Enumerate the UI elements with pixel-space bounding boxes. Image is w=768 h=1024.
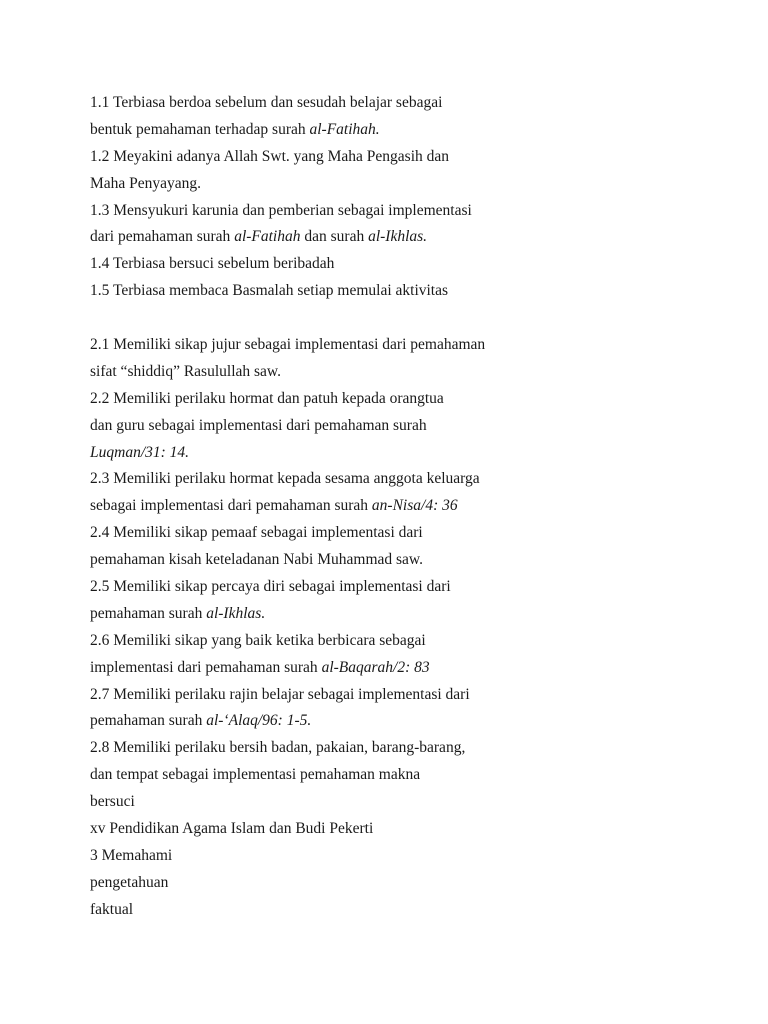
italic-text: Luqman/31: 14. <box>90 443 190 461</box>
line-text: 2.2 Memiliki perilaku hormat dan patuh kepada orangtua <box>90 389 444 407</box>
text-line <box>90 413 730 440</box>
text-line <box>90 762 730 789</box>
line-text: 1.2 Meyakini adanya Allah Swt. yang Maha Pengasih dan <box>90 147 450 165</box>
text-line <box>90 708 730 735</box>
text-line <box>90 440 730 467</box>
text-line <box>90 628 730 655</box>
text-line <box>90 251 730 278</box>
line-text: bersuci <box>90 793 135 811</box>
text-line <box>90 386 730 413</box>
line-text: 2.7 Memiliki perilaku rajin belajar sebagai implementasi dari <box>90 685 470 703</box>
text-line <box>90 870 730 897</box>
italic-text: an-Nisa/4: 36 <box>371 497 458 515</box>
text-line <box>90 90 730 117</box>
text-line <box>90 224 730 251</box>
line-text: Maha Penyayang. <box>90 174 202 192</box>
text-line <box>90 789 730 816</box>
italic-text: al-Fatihah. <box>309 120 380 138</box>
line-text: 2.6 Memiliki sikap yang baik ketika berbicara sebagai <box>90 631 426 649</box>
text-line <box>90 547 730 574</box>
line-text: 2.5 Memiliki sikap percaya diri sebagai implementasi dari <box>90 578 451 596</box>
text-line <box>90 601 730 628</box>
text-line <box>90 843 730 870</box>
line-text: 1.1 Terbiasa berdoa sebelum dan sesudah belajar sebagai <box>90 94 443 111</box>
line-text: 2.1 Memiliki sikap jujur sebagai implementasi dari pemahaman <box>90 336 486 354</box>
text-line <box>90 816 730 843</box>
line-text: pemahaman kisah keteladanan Nabi Muhammad saw. <box>90 551 423 569</box>
line-text: sebagai implementasi dari pemahaman surah <box>90 497 372 515</box>
line-text: 2.3 Memiliki perilaku hormat kepada sesama anggota keluarga <box>90 470 480 488</box>
line-text: bentuk pemahaman terhadap surah <box>90 120 310 138</box>
text-line <box>90 466 730 493</box>
text-line <box>90 520 730 547</box>
text-line <box>90 574 730 601</box>
line-text: sifat “shiddiq” Rasulullah saw. <box>90 362 281 380</box>
text-line <box>90 655 730 682</box>
line-text: dan guru sebagai implementasi dari pemahaman surah <box>90 416 427 434</box>
text-line <box>90 735 730 762</box>
line-text: 1.4 Terbiasa bersuci sebelum beribadah <box>90 255 335 273</box>
line-text: dan surah <box>300 228 369 246</box>
line-text: 3 Memahami <box>90 846 173 864</box>
line-text: pemahaman surah <box>90 604 207 622</box>
text-line <box>90 198 730 225</box>
text-line <box>90 682 730 709</box>
line-text: 1.5 Terbiasa membaca Basmalah setiap memulai aktivitas <box>90 282 449 300</box>
italic-text: al-‘Alaq/96: 1-5. <box>206 712 312 730</box>
line-text: implementasi dari pemahaman surah <box>90 658 322 676</box>
text-line <box>90 359 730 386</box>
line-text: pengetahuan <box>90 873 169 891</box>
line-text: pemahaman surah <box>90 712 207 730</box>
text-line <box>90 278 730 305</box>
line-text: faktual <box>90 900 134 918</box>
line-text: 2.4 Memiliki sikap pemaaf sebagai implementasi dari <box>90 524 423 542</box>
line-text: dari pemahaman surah <box>90 228 235 246</box>
text-line <box>90 117 730 144</box>
line-text: 1.3 Mensyukuri karunia dan pemberian sebagai implementasi <box>90 201 472 219</box>
text-line <box>90 493 730 520</box>
document-page <box>90 90 730 924</box>
line-text: xv Pendidikan Agama Islam dan Budi Pekerti <box>90 820 374 838</box>
text-line <box>90 332 730 359</box>
line-text: dan tempat sebagai implementasi pemahaman makna <box>90 766 421 784</box>
text-line <box>90 171 730 198</box>
text-line <box>90 897 730 924</box>
italic-text: al-Fatihah <box>234 228 301 246</box>
italic-text: al-Baqarah/2: 83 <box>321 658 430 676</box>
italic-text: al-Ikhlas. <box>206 604 266 622</box>
text-line <box>90 144 730 171</box>
italic-text: al-Ikhlas. <box>368 228 428 246</box>
paragraph-gap <box>90 305 730 332</box>
line-text: 2.8 Memiliki perilaku bersih badan, pakaian, barang-barang, <box>90 739 466 757</box>
